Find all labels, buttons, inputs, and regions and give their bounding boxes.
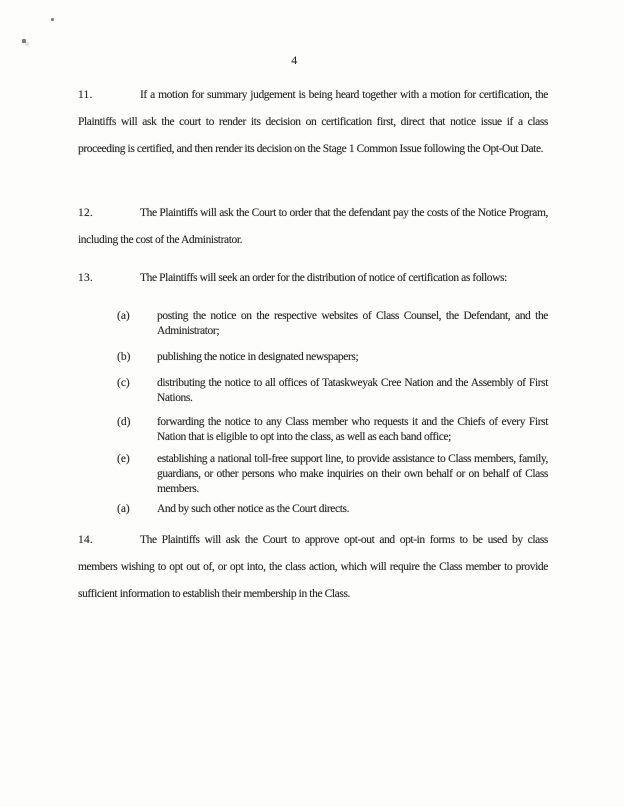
page-number: 4: [291, 53, 297, 67]
paragraph-text: The Plaintiffs will ask the Court to order that the defendant pay the costs of the Notice Program, including the cost of the Administrator.: [78, 207, 548, 246]
paragraph-text: The Plaintiffs will seek an order for the distribution of notice of certification as follows:: [140, 272, 507, 284]
paragraph-number: 12.: [78, 207, 93, 219]
paragraph-text: The Plaintiffs will ask the Court to approve opt-out and opt-in forms to be used by class members wishing to opt out of, or opt into, the class action, which will require the Class member to provide sufficient information to establish their membership in the Class.: [78, 534, 548, 600]
paragraph-number: 13.: [78, 272, 93, 284]
subitem-label: (d): [117, 416, 131, 428]
subitem-e: [117, 452, 548, 497]
subitem-text: establishing a national toll-free support line, to provide assistance to Class members, family, guardians, or other persons who make inquiries on their own behalf or on behalf of Class members.: [157, 453, 548, 495]
paragraph-13: [78, 265, 548, 292]
scan-speck: [51, 18, 54, 21]
paragraph-number: 14.: [78, 534, 93, 546]
subitem-b: [117, 350, 548, 365]
scan-speck: [22, 39, 26, 43]
paragraph-11: [78, 82, 548, 163]
paragraph-14: [78, 527, 548, 608]
subitem-label: (e): [117, 453, 130, 465]
subitem-label: (a): [117, 503, 130, 515]
subitem-a: [117, 309, 548, 339]
subitem-label: (c): [117, 377, 130, 389]
subitem-text: publishing the notice in designated newspapers;: [157, 351, 359, 363]
subitem-text: forwarding the notice to any Class member who requests it and the Chiefs of every First Nation that is eligible to opt into the class, as well as each band office;: [157, 416, 548, 443]
subitem-label: (b): [117, 351, 131, 363]
subitem-c: [117, 376, 548, 406]
subitem-d: [117, 415, 548, 445]
subitem-label: (a): [117, 310, 130, 322]
paragraph-text: If a motion for summary judgement is being heard together with a motion for certification, the Plaintiffs will ask the court to render its decision on certification first, direct that notice issue if a class proceeding is certified, and then render its decision on the Stage 1 Common Issue following the Opt-Out Date.: [78, 89, 548, 155]
subitem-text: posting the notice on the respective websites of Class Counsel, the Defendant, and the Administrator;: [157, 310, 548, 337]
subitem-text: And by such other notice as the Court directs.: [157, 503, 350, 515]
subitem-text: distributing the notice to all offices of Tataskweyak Cree Nation and the Assembly of First Nations.: [157, 377, 548, 404]
paragraph-number: 11.: [78, 89, 93, 101]
paragraph-12: [78, 200, 548, 254]
subitem-a2: [117, 502, 548, 517]
